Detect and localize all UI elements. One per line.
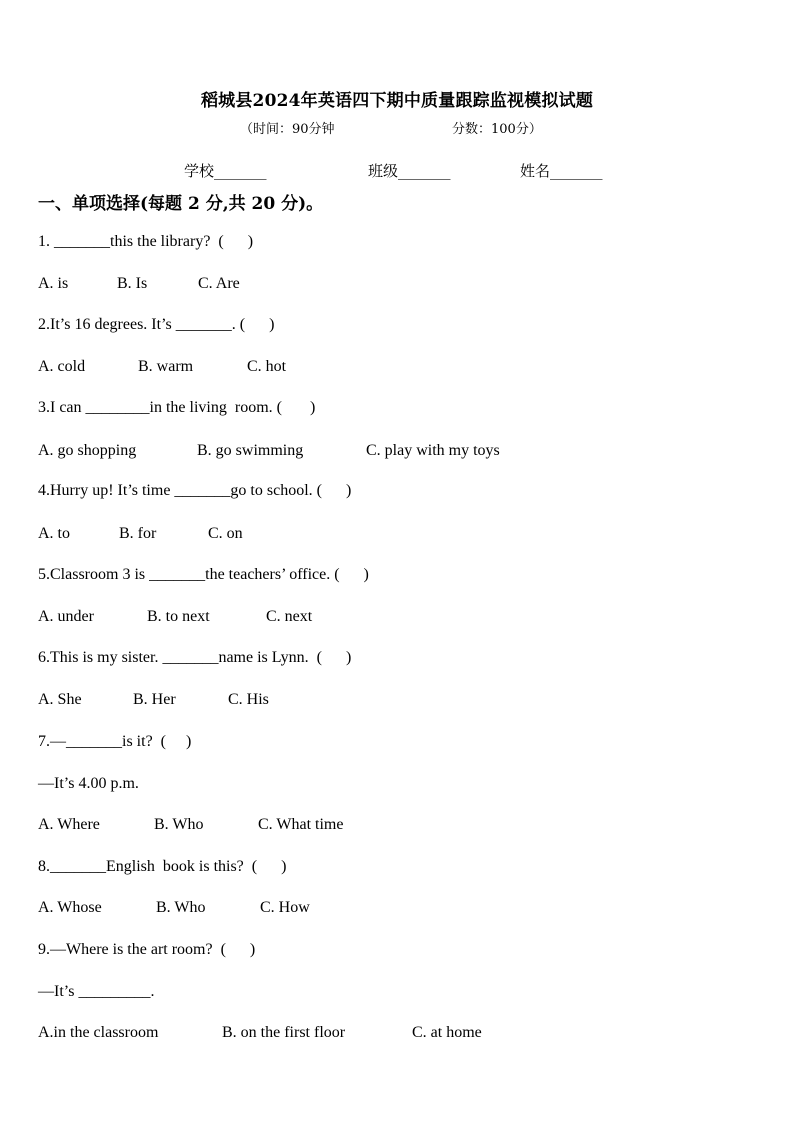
name-field: 姓名_______ xyxy=(520,162,603,180)
question-answer-line: —It’s _________. xyxy=(38,983,155,1000)
option-b: B. Who xyxy=(156,899,206,916)
option-c: C. Are xyxy=(198,275,240,292)
option-a: A. is xyxy=(38,275,69,292)
option-b: B. for xyxy=(119,525,157,542)
option-b: B. go swimming xyxy=(197,442,304,459)
exam-score: 分数：100分） xyxy=(452,122,542,137)
question-stem: 5.Classroom 3 is _______the teachers’ office. ( ) xyxy=(38,566,369,583)
option-c: C. hot xyxy=(247,358,287,375)
option-a: A. cold xyxy=(38,358,86,375)
option-b: B. to next xyxy=(147,608,210,625)
question-stem: 2.It’s 16 degrees. It’s _______. ( ) xyxy=(38,316,275,333)
school-field: 学校_______ xyxy=(184,162,267,180)
option-c: C. next xyxy=(266,608,313,625)
option-c: C. What time xyxy=(258,816,344,833)
option-c: C. at home xyxy=(412,1024,482,1041)
option-b: B. on the first floor xyxy=(222,1024,346,1041)
option-a: A. go shopping xyxy=(38,442,137,459)
exam-time: （时间：90分钟 xyxy=(240,122,335,137)
option-b: B. Who xyxy=(154,816,204,833)
class-field: 班级_______ xyxy=(368,162,451,180)
option-b: B. Her xyxy=(133,691,176,708)
question-stem: 9.—Where is the art room? ( ) xyxy=(38,941,256,958)
option-a: A. under xyxy=(38,608,94,625)
section-title: 一、单项选择(每题 2 分,共 20 分)。 xyxy=(38,194,324,214)
option-c: C. on xyxy=(208,525,243,542)
option-b: B. warm xyxy=(138,358,194,375)
option-a: A. She xyxy=(38,691,82,708)
option-a: A. Whose xyxy=(38,899,102,916)
page-title: 稻城县2024年英语四下期中质量跟踪监视模拟试题 xyxy=(200,91,594,111)
question-stem: 4.Hurry up! It’s time _______go to school. ( ) xyxy=(38,482,352,499)
option-c: C. His xyxy=(228,691,269,708)
option-a: A.in the classroom xyxy=(38,1024,159,1041)
option-b: B. Is xyxy=(117,275,148,292)
question-stem: 1. _______this the library? ( ) xyxy=(38,233,254,250)
option-c: C. play with my toys xyxy=(366,442,500,459)
option-a: A. Where xyxy=(38,816,100,833)
question-stem: 6.This is my sister. _______name is Lynn. ( ) xyxy=(38,649,352,666)
question-answer-line: —It’s 4.00 p.m. xyxy=(38,775,139,792)
option-a: A. to xyxy=(38,525,70,542)
question-stem: 7.—_______is it? ( ) xyxy=(38,733,192,750)
question-stem: 8._______English book is this? ( ) xyxy=(38,858,287,875)
option-c: C. How xyxy=(260,899,310,916)
question-stem: 3.I can ________in the living room. ( ) xyxy=(38,399,316,416)
